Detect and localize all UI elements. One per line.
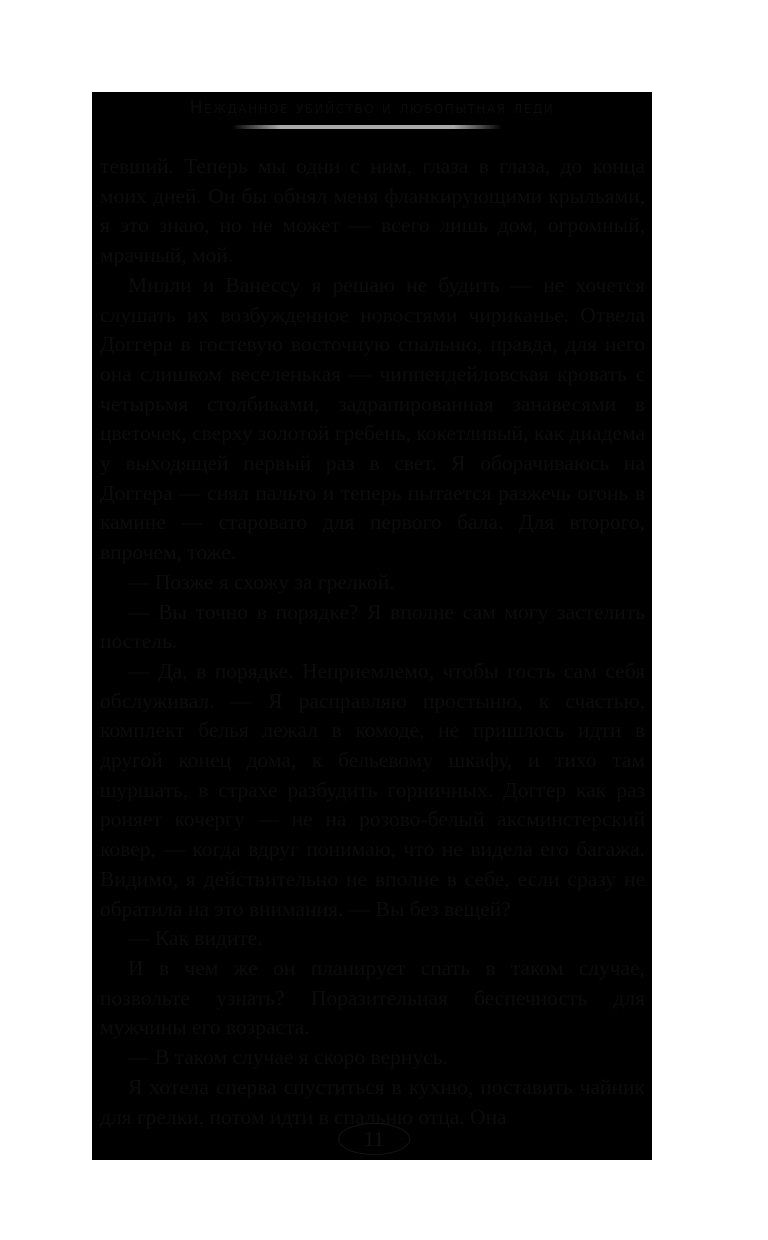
paragraph: тевший. Теперь мы одни с ним, глаза в глаза, до конца моих дней. Он бы обнял меня фланкирующими крыльями, я это знаю, но не может — всего лишь дом, огромный, мрачный, мой. [100, 154, 645, 268]
paragraph: Милли и Ванессу я решаю не будить — не хочется слушать их возбужденное новостями чириканье. Отвела Доггера в гостевую восточную спальню, правда, для него она слишком веселенькая — чиппендейловская кровать с четырьмя столбиками, задрапированная занавесями в цветочек, сверху золотой гребень, кокетливый, как диадема у выходящей первый раз в свет. Я оборачиваюсь на Доггера — снял пальто и теперь пытается разжечь огонь в камине — старовато для первого бала. Для второго, впрочем, тоже. [100, 272, 645, 565]
paragraph: — Да, в порядке. Неприемлемо, чтобы гость сам себя обслуживал. — Я расправляю простыню, к счастью, комплект белья лежал в комоде, не пришлось идти в другой конец дома, к бельевому шкафу, и тихо там шуршать, в страхе разбудить горничных. Доггер как раз роняет кочергу — не на розово-белый аксминстерский ковер, — когда вдруг понимаю, что не видела его багажа. Видимо, я действительно не вполне в себе, если сразу не обратила на это внимания. — Вы без вещей? [100, 658, 645, 921]
page-number: 11 [363, 1127, 385, 1151]
paragraph: — Как видите. [128, 926, 263, 951]
page-number-oval [338, 1123, 410, 1155]
body-text [100, 152, 645, 1132]
header-rule [232, 125, 502, 129]
running-header [92, 92, 652, 132]
header-title: Нежданное убийство и любопытная леди [189, 98, 555, 118]
paragraph: — Позже я схожу за грелкой. [128, 569, 395, 594]
paragraph: — Вы точно в порядке? Я вполне сам могу застелить постель. [100, 599, 645, 654]
paragraph: — В таком случае я скоро вернусь. [128, 1045, 448, 1070]
paragraph: И в чем же он планирует спать в таком случае, позвольте узнать? Поразительная беспечность для мужчины его возраста. [100, 955, 645, 1040]
book-page [92, 92, 652, 1160]
paragraph: Я хотела сперва спуститься в кухню, поставить чайник для грелки, потом идти в спальню отца. Она [100, 1074, 645, 1129]
